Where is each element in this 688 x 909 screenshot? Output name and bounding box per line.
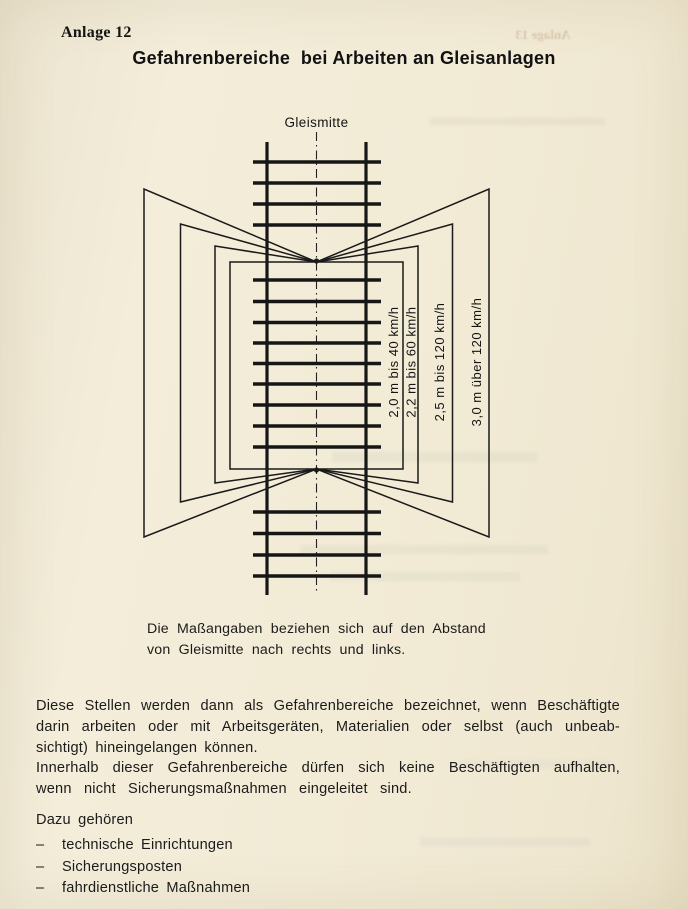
list-item (36, 857, 620, 879)
diagram-caption (147, 619, 486, 661)
zone-label-2-5: 2,5 m bis 120 km/h (432, 302, 447, 422)
paragraph-line: sichtigt) hineingelangen können. (36, 740, 258, 756)
caption-line: von Gleismitte nach rechts und links. (147, 642, 406, 658)
annex-label: Anlage 12 (61, 24, 132, 41)
paragraph-line: darin arbeiten oder mit Arbeitsgeräten, Materialien oder selbst (auch unbeab- (36, 719, 620, 735)
paragraph-line: Innerhalb dieser Gefahrenbereiche dürfen sich keine Beschäftigten aufhalten, (36, 760, 620, 776)
sleepers (253, 162, 381, 576)
zone-label-3-0: 3,0 m über 120 km/h (469, 297, 484, 427)
list-dash: – (36, 880, 45, 897)
list-item-label: technische Einrichtungen (62, 837, 233, 853)
list-item (36, 878, 620, 900)
bleed-through-text: Anlage 13 (515, 27, 571, 42)
paragraph-line: wenn nicht Sicherungsmaßnahmen eingeleitet sind. (36, 781, 412, 797)
list-dash: – (36, 858, 45, 875)
zone-label-2-2: 2,2 m bis 60 km/h (403, 306, 419, 418)
paragraph-line: Diese Stellen werden dann als Gefahrenbereiche bezeichnet, wenn Beschäftigte (36, 698, 620, 714)
zone-label-2-0: 2,0 m bis 40 km/h (386, 306, 401, 418)
paragraph-danger-definition (36, 696, 620, 759)
track (253, 132, 381, 595)
list-item-label: fahrdienstliche Maßnahmen (62, 880, 251, 897)
page-title: Gefahrenbereiche bei Arbeiten an Gleisanlagen (132, 48, 556, 68)
paragraph-stay-out-rule (36, 758, 620, 800)
list-intro: Dazu gehören (36, 812, 134, 828)
convergence-point-top (314, 258, 319, 263)
list-dash: – (36, 837, 45, 853)
list-item-label: Sicherungsposten (62, 858, 183, 875)
measures-list (36, 835, 620, 900)
track-center-label: Gleismitte (284, 115, 349, 130)
convergence-point-bottom (314, 467, 319, 472)
list-item (36, 835, 620, 857)
caption-line: Die Maßangaben beziehen sich auf den Abstand (147, 621, 486, 637)
